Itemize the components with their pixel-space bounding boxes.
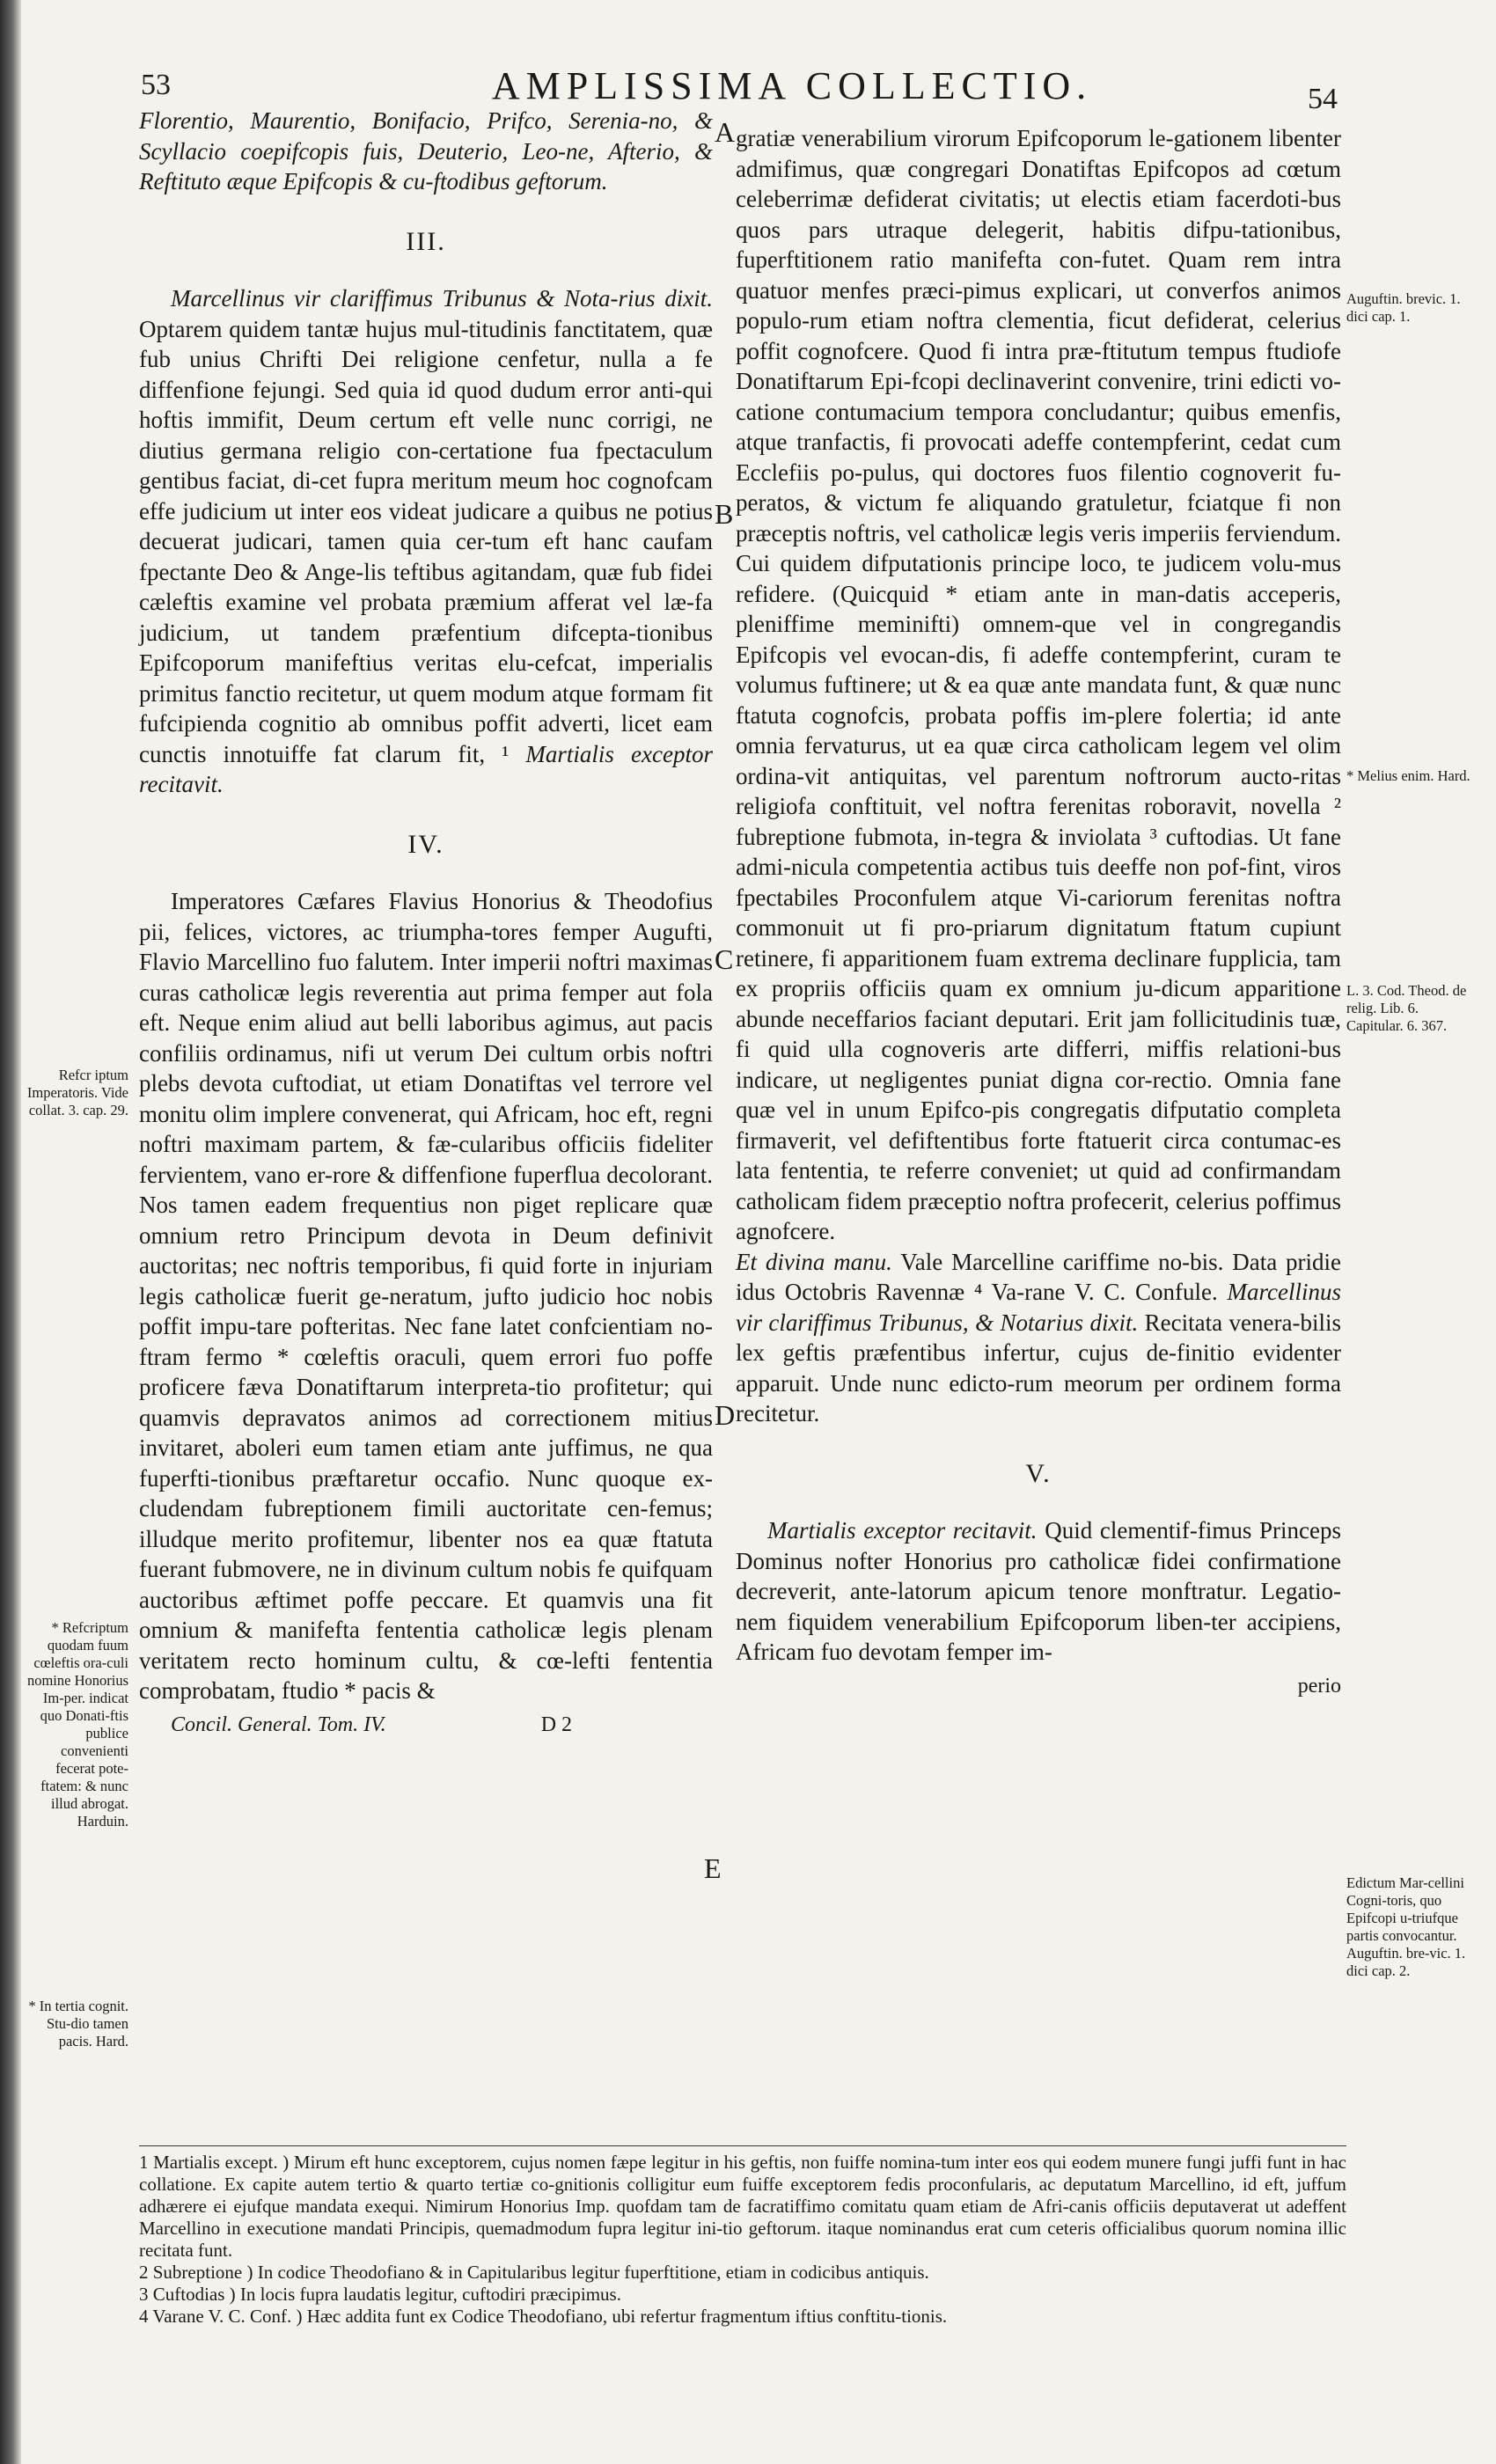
section-3-text: Optarem quidem tantæ hujus mul-titudinis fanctitatem, quæ fub unius Chrifti Dei religione cenfetur, nulla a fe diffenfione fejungi. Sed quia id quod dudum error anti-qui hoftis immifit, Deum certum eft velle nunc corrigi, ne diutius germana religio con-certatione fua fpectaculum gentibus faciat, di-cet fupra meritum meum hoc cognofcam effe judicium ut inter eos videat judicare a quibus ne potius decuerat judicari, tamen quia cer-tum eft hanc caufam fpectante Deo & Ange-lis teftibus agitandam, quæ fub fidei cæleftis examine vel probata præmium afferat vel læ-fa judicium, ut tandem præfentium difcepta-tionibus Epifcoporum manifeftius veritas elu-cefcat, imperialis primitus fanctio recitetur, ut quem modum atque formam fit fufcipienda cognitio ab omnibus poffit adverti, licet eam cunctis innotuiffe fat clarum fit, ¹: [139, 315, 713, 767]
footnote-4: 4 Varane V. C. Conf. ) Hæc addita funt ex Codice Theodofiano, ubi refertur fragmentum iftius conftitu-tionis.: [139, 2306, 948, 2327]
section-heading-5: V.: [1025, 1458, 1052, 1488]
page-number-right: 54: [1308, 83, 1338, 115]
margin-note-right-3: L. 3. Cod. Theod. de relig. Lib. 6. Capitular. 6. 367.: [1346, 982, 1467, 1034]
section-letter-d: D: [715, 1399, 736, 1431]
right-text-b: Vale Marcelline cariffime no-bis. Data pridie idus Octobris Ravennæ ⁴ Va-rane V. C. Confule.: [736, 1248, 1341, 1305]
margin-note-left-1: Refcr iptum Imperatoris. Vide collat. 3. cap. 29.: [26, 1067, 128, 1118]
left-column: [139, 106, 713, 1740]
footnote-2: 2 Subreptione ) In codice Theodofiano & in Capitularibus legitur fuperftitione, etiam in codicibus antiquis.: [139, 2262, 929, 2283]
right-paragraph-b: [736, 1247, 1341, 1429]
section-5-paragraph: [736, 1515, 1341, 1668]
section-heading-3: III.: [406, 226, 446, 256]
sheet-signature-line: [139, 1710, 713, 1741]
intro-text: Florentio, Maurentio, Bonifacio, Prifco, Serenia-no, & Scyllacio coepifcopis fuis, Deuterio, Leo-ne, Afterio, & Reftituto æque Epifcopis & cu-ftodibus geftorum.: [139, 107, 713, 194]
section-letter-a: A: [715, 116, 736, 148]
page-number-left: 53: [141, 69, 171, 101]
section-5-speaker: Martialis exceptor recitavit.: [767, 1517, 1038, 1544]
margin-note-left-3: * In tertia cognit. Stu-dio tamen pacis. Hard.: [28, 1998, 128, 2050]
section-letter-e: E: [704, 1852, 722, 1884]
section-3-paragraph: [139, 283, 713, 800]
sheet-mark: D 2: [540, 1712, 573, 1736]
section-letter-b: B: [715, 498, 734, 530]
section-letter-c: C: [715, 943, 734, 975]
divina-manu: Et divina manu.: [736, 1248, 892, 1275]
page-binding-shadow: [0, 0, 21, 2464]
section-4-text: Imperatores Cæfares Flavius Honorius & Theodofius pii, felices, victores, ac triumpha-tores femper Augufti, Flavio Marcellino fuo falutem. Inter imperii noftri maximas curas catholicæ legis reverentia aut prima femper aut fola eft. Neque enim aliud aut belli laboribus agimus, aut pacis confiliis ordinamus, nifi ut verum Dei cultum orbis noftri plebs devota cuftodiat, ut etiam Donatiftas vel terrore vel monitu olim implere convenerat, qui Africam, hoc eft, regni noftri maximam partem, & fæ-cularibus officiis fideliter fervientem, vano er-rore & diffenfione fuperflua decolorant. Nos tamen eadem frequentius non piget replicare quæ omnium retro Principum devota in Deum definivit auctoritas; nec noftris temporibus, fi quid forte in injuriam legis catholicæ fuerit ge-neratum, jufto judicio hoc nobis poffit impu-tare pofteritas. Nec fane latet confcientiam no-ftram fermo * cœleftis oraculi, quem errori fuo poffe proficere fæva Donatiftarum interpreta-tio profitetur; qui quamvis depravatos animos ad correctionem mitius invitaret, aboleri eum tamen etiam ante juffimus, ne qua fuperfti-tionibus præftaretur occafio. Nunc quoque ex-cludendam fubreptionem fimili auctoritate cen-femus; illudque merito profitemur, libenter nos ea quæ ftatuta fuerant fubmovere, ne in divinum cultum nobis fe quifquam auctoribus æftimet poffe peccare. Et quamvis una fit omnium & manifefta fententia catholicæ legis plenam veritatem recto hominum cultu, & cœ-lefti fententia comprobatam, ftudio * pacis &: [139, 888, 713, 1704]
right-text-c: Recitata venera-bilis lex geftis præfentibus infertur, cujus de-finitio evidenter apparuit. Unde nunc edicto-rum meorum per ordinem forma recitetur.: [736, 1309, 1341, 1426]
speaker-b: Marcellinus vir clariffimus Tribunus, & Notarius dixit.: [736, 1279, 1342, 1336]
catchword: perio: [1297, 1674, 1341, 1698]
section-3-tail: Martialis exceptor recitavit.: [139, 740, 713, 797]
footnote-3: 3 Cuftodias ) In locis fupra laudatis legitur, cuftodiri præcipimus.: [139, 2284, 621, 2305]
margin-note-right-2: * Melius enim. Hard.: [1346, 767, 1470, 784]
right-column: [736, 123, 1341, 1701]
margin-note-right-4: Edictum Mar-cellini Cogni-toris, quo Epifcopi u-triufque partis convocantur. Auguftin. bre-vic. 1. dici cap. 2.: [1346, 1874, 1466, 1979]
volume-signature: Concil. General. Tom. IV.: [171, 1712, 386, 1736]
section-3-speaker: Marcellinus vir clariffimus Tribunus & Nota-rius dixit.: [171, 285, 713, 312]
section-5-text: Quid clementif-fimus Princeps Dominus nofter Honorius pro catholicæ fidei confirmatione decreverit, ante-latorum apicum tenore monftratur. Legatio-nem fiquidem venerabilium Epifcoporum liben-ter accipiens, Africam fuo devotam femper im-: [736, 1517, 1342, 1665]
right-text-a: gratiæ venerabilium virorum Epifcoporum le-gationem libenter admifimus, quæ congregari Donatiftas Epifcopos ad cœtum celeberrimæ defiderat civitatis; ut electis etiam facerdoti-bus quos pars utraque delegerit, habitis difpu-tationibus, fuperftitionem ratio manifefta con-futet. Quam rem intra quatuor menfes præci-pimus explicari, ut converfos animos populo-rum etiam noftra clementia, ficut defiderat, celerius poffit cognofcere. Quod fi intra præ-ftitutum tempus ftudiofe Donatiftarum Epi-fcopi declinaverint convenire, trini edicti vo-catione contumacium tempora concludantur; quibus emenfis, atque tranfactis, fi provocati adeffe contempferint, cedat cum Ecclefiis po-pulus, qui doctores fuos filentio cognoverit fu-peratos, & victum fe aliquando gratuletur, fciatque fi non præceptis noftris, vel catholicæ legis veris imperiis ferviendum. Cui quidem difputationis principe loco, te judicem volu-mus refidere. (Quicquid * etiam ante in man-datis acceperis, pleniffime meminifti) omnem-que vel in congregandis Epifcopis vel evocan-dis, fi adeffe contempferint, curam te volumus fuftinere; ut & ea quæ ante mandata funt, & quæ nunc ftatuta cognofcis, probata poffis im-plere folertia; id ante omnia fervaturus, ut ea quæ circa catholicam legem vel olim ordina-vit antiquitas, vel parentum noftrorum aucto-ritas religiofa conftituit, vel noftra ferenitas roboravit, novella ² fubreptione fubmota, in-tegra & inviolata ³ cuftodias. Ut fane admi-nicula competentia actibus tuis deeffe non pof-fint, viros fpectabiles Proconfulem atque Vi-cariorum ferenitas noftra commonuit ut fi pro-priarum dignitatum ftatum cupiunt retinere, fi apparitionem fuam extrema declinare fupplicia, tam ex propriis officiis quam ex omnium ju-dicum apparitione abunde neceffarios faciant deputari. Erit jam follicitudinis tuæ, fi quid ulla cognoveris arte differri, miffis relationi-bus indicare, ut negligentes puniat digna cor-rectio. Omnia fane quæ vel in unum Epifco-pis congregatis difputatio completa firmaverit, vel defiftentibus forte ftatuerit circa contumac-es lata fententia, te referre conveniet; ut quid ad confirmandam catholicam fidem præceptio noftra profecerit, celerius poffimus agnofcere.: [736, 125, 1341, 1244]
margin-note-right-1: Auguftin. brevic. 1. dici cap. 1.: [1346, 290, 1461, 325]
section-heading-4: IV.: [407, 829, 444, 859]
margin-note-left-2: * Refcriptum quodam fuum cœleftis ora-culi nomine Honorius Im-per. indicat quo Donati-ftis publice convenienti fecerat pote-ftatem: & nunc illud abrogat. Harduin.: [26, 1619, 128, 1830]
footnotes: [139, 2145, 1346, 2328]
footnote-1: 1 Martialis except. ) Mirum eft hunc exceptorem, cujus nomen fæpe legitur in his geftis, non fuiffe nomina-tum inter eos qui eodem munere fungi juffi funt in hac collatione. Ex capite autem tertio & quarto tertiæ co-gnitionis colligitur eum fuiffe exceptorem fedis proconfularis, ac deputatum Marcellino, id eft, juffum adhærere ei ejufque mandata exequi. Nimirum Honorius Imp. quofdam tam de facratiffimo comitatu quam etiam de Afri-canis officiis deputaverat ut adeffent Marcellino in executione mandati Principis, quemadmodum fupra legitur ini-tio geftorum. itaque nominandus erat cum ceteris officialibus quorum nomina illic recitata funt.: [139, 2152, 1346, 2261]
running-title: AMPLISSIMA COLLECTIO.: [491, 64, 1093, 107]
